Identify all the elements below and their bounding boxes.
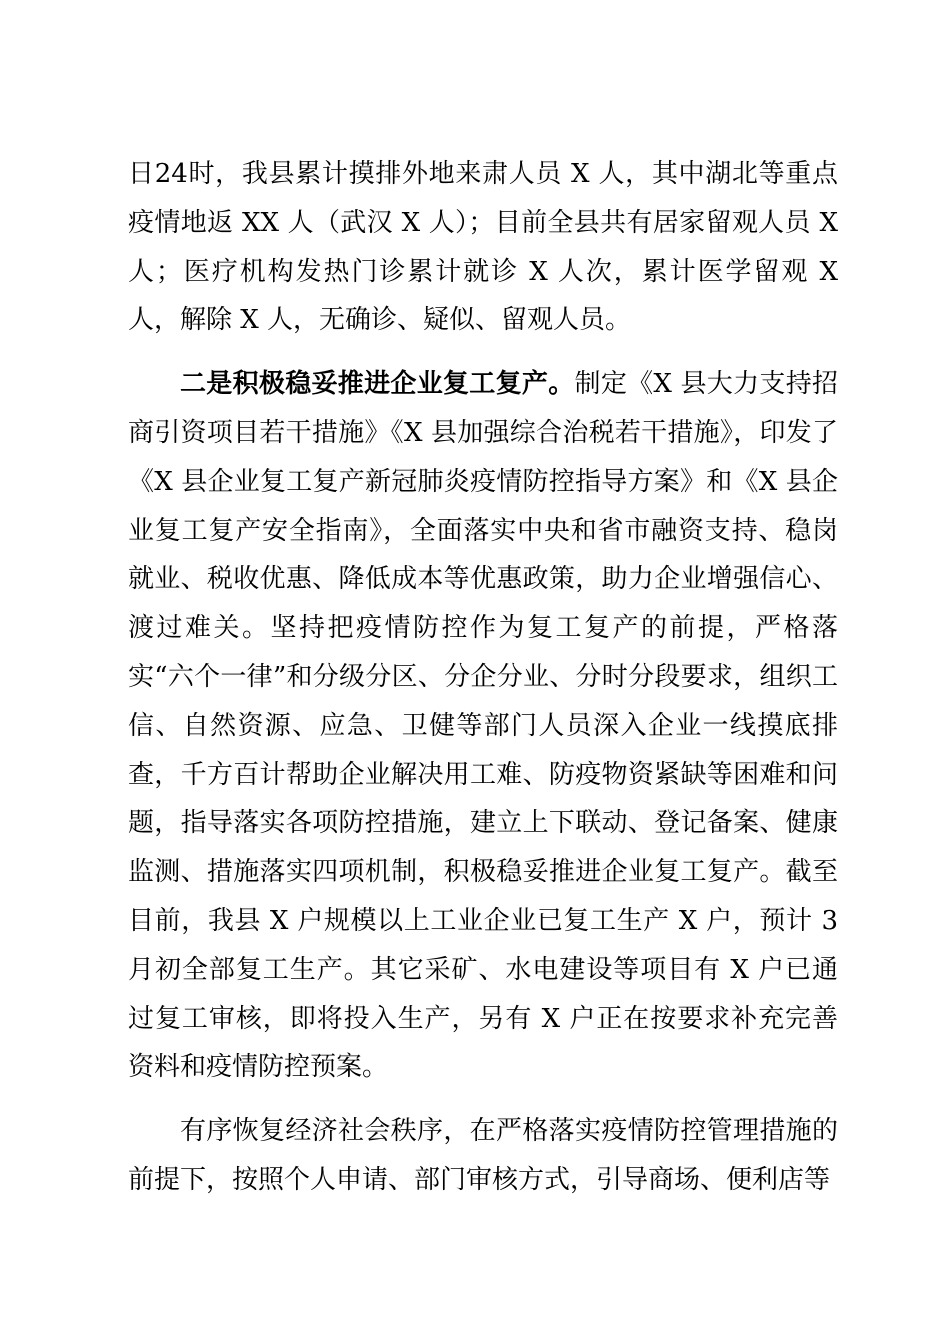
document-body [128, 150, 838, 1220]
paragraph-lead-heading: 二是积极稳妥推进企业复工复产。 [180, 369, 575, 400]
paragraph-economic-order [128, 1107, 838, 1205]
paragraph-enterprise-resumption [128, 360, 838, 1092]
paragraph-statistics [128, 150, 838, 345]
paragraph-text: 日24时，我县累计摸排外地来肃人员 X 人，其中湖北等重点疫情地返 XX 人（武汉 X 人）；目前全县共有居家留观人员 X 人；医疗机构发热门诊累计就诊 X 人次，累计医学留观 X 人，解除 X 人，无确诊、疑似、留观人员。 [128, 159, 838, 336]
paragraph-text: 制定《X 县大力支持招商引资项目若干措施》《X 县加强综合治税若干措施》，印发了《X 县企业复工复产新冠肺炎疫情防控指导方案》和《X 县企业复工复产安全指南》，全面落实中央和省市融资支持、稳岗就业、税收优惠、降低成本等优惠政策，助力企业增强信心、渡过难关。坚持把疫情防控作为复工复产的前提，严格落实“六个一律”和分级分区、分企分业、分时分段要求，组织工信、自然资源、应急、卫健等部门人员深入企业一线摸底排查，千方百计帮助企业解决用工难、防疫物资紧缺等困难和问题，指导落实各项防控措施，建立上下联动、登记备案、健康监测、措施落实四项机制，积极稳妥推进企业复工复产。截至目前，我县 X 户规模以上工业企业已复工生产 X 户，预计 3 月初全部复工生产。其它采矿、水电建设等项目有 X 户已通过复工审核，即将投入生产，另有 X 户正在按要求补充完善资料和疫情防控预案。 [128, 369, 838, 1083]
paragraph-text: 有序恢复经济社会秩序，在严格落实疫情防控管理措施的前提下，按照个人申请、部门审核方式，引导商场、便利店等 [128, 1116, 838, 1195]
